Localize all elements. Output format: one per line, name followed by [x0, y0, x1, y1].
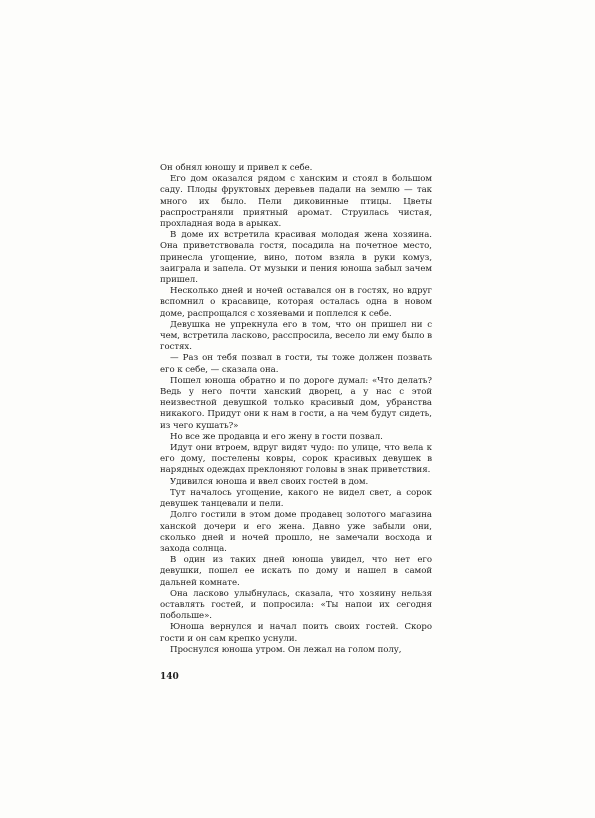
page-number: 140	[160, 672, 179, 682]
paragraph: Идут они втроем, вдруг видят чудо: по улице, что вела к его дому, постелены ковры, сорок красивых девушек в нарядных одеждах преклоняют головы в знак приветствия.	[160, 443, 432, 476]
paragraph: Она ласково улыбнулась, сказала, что хозяину нельзя оставлять гостей, и попросила: «Ты напои их сегодня побольше».	[160, 588, 432, 622]
paragraph: Он обнял юношу и привел к себе.	[160, 163, 313, 173]
paragraph: Несколько дней и ночей оставался он в гостях, но вдруг вспомнил о красавице, которая осталась одна в новом доме, распрощался с хозяевами и поплелся к себе.	[160, 286, 432, 319]
paragraph: Его дом оказался рядом с ханским и стоял в большом саду. Плоды фруктовых деревьев падали на землю — так много их было. Пели диковинные птицы. Цветы распространяли приятный аромат. Струилась чистая, прохладная вода в арыках.	[160, 174, 432, 230]
paragraph: В доме их встретила красивая молодая жена хозяина. Она приветствовала гостя, посадила на почетное место, принесла угощение, вино, потом взяла в руки комуз, заиграла и запела. От музыки и пения юноша забыл зачем пришел.	[160, 230, 432, 286]
page-body-text	[160, 163, 432, 656]
paragraph: Удивился юноша и ввел своих гостей в дом.	[170, 476, 369, 487]
paragraph: В один из таких дней юноша увидел, что нет его девушки, пошел ее искать по дому и нашел в самой дальней комнате.	[160, 555, 432, 588]
paragraph: Девушка не упрекнула его в том, что он пришел ни с чем, встретила ласково, расспросила, весело ли ему было в гостях.	[160, 319, 432, 353]
paragraph: Но все же продавца и его жену в гости позвал.	[170, 431, 383, 442]
paragraph: Пошел юноша обратно и по дороге думал: «Что делать? Ведь у него почти ханский дворец, а у нас с этой неизвестной девушкой только красивый дом, убранства никакого. Придут они к нам в гости, а на чем будут сидеть, из чего кушать?»	[160, 375, 432, 431]
paragraph: Проснулся юноша утром. Он лежал на голом полу,	[170, 644, 402, 655]
paragraph: Тут началось угощение, какого не видел свет, а сорок девушек танцевали и пели.	[160, 487, 432, 510]
paragraph: — Раз он тебя позвал в гости, ты тоже должен позвать его к себе, — сказала она.	[160, 353, 432, 375]
paragraph: Долго гостили в этом доме продавец золотого магазина ханской дочери и его жена. Давно уже забыли они, сколько дней и ночей прошло, не замечали восхода и захода солнца.	[160, 510, 432, 554]
paragraph: Юноша вернулся и начал поить своих гостей. Скоро гости и он сам крепко уснули.	[160, 622, 432, 644]
